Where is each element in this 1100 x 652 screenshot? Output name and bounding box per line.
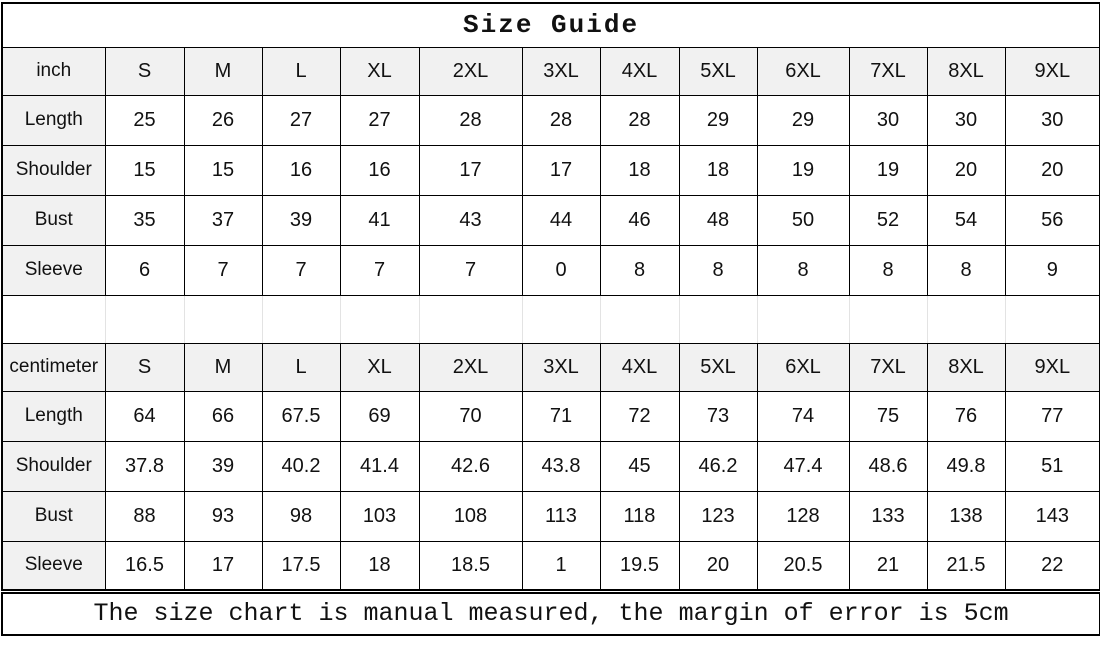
value-cell: 20 <box>927 145 1005 195</box>
value-cell: 37 <box>184 195 262 245</box>
cm-table-header-row <box>2 343 1100 391</box>
size-header-9xl: 9XL <box>1005 343 1100 391</box>
value-cell: 21.5 <box>927 541 1005 591</box>
value-cell: 72 <box>600 391 679 441</box>
row-label: Sleeve <box>2 541 105 591</box>
inch-table-row-bust <box>2 195 1100 245</box>
value-cell: 28 <box>522 95 600 145</box>
spacer-cell <box>1005 295 1100 343</box>
size-header-4xl: 4XL <box>600 47 679 95</box>
spacer-cell <box>184 295 262 343</box>
value-cell: 6 <box>105 245 184 295</box>
size-header-5xl: 5XL <box>679 47 757 95</box>
spacer-cell <box>2 295 105 343</box>
inch-table-row-sleeve <box>2 245 1100 295</box>
value-cell: 28 <box>419 95 522 145</box>
cm-table-row-bust <box>2 491 1100 541</box>
value-cell: 43 <box>419 195 522 245</box>
spacer-row <box>2 295 1100 343</box>
value-cell: 64 <box>105 391 184 441</box>
size-header-6xl: 6XL <box>757 47 849 95</box>
value-cell: 19 <box>849 145 927 195</box>
value-cell: 41.4 <box>340 441 419 491</box>
value-cell: 0 <box>522 245 600 295</box>
value-cell: 48.6 <box>849 441 927 491</box>
value-cell: 74 <box>757 391 849 441</box>
value-cell: 133 <box>849 491 927 541</box>
value-cell: 75 <box>849 391 927 441</box>
size-header-5xl: 5XL <box>679 343 757 391</box>
value-cell: 50 <box>757 195 849 245</box>
value-cell: 138 <box>927 491 1005 541</box>
row-label: Bust <box>2 195 105 245</box>
value-cell: 30 <box>1005 95 1100 145</box>
value-cell: 113 <box>522 491 600 541</box>
size-header-4xl: 4XL <box>600 343 679 391</box>
value-cell: 39 <box>184 441 262 491</box>
row-label: Length <box>2 95 105 145</box>
size-header-2xl: 2XL <box>419 343 522 391</box>
footer-row <box>2 591 1100 635</box>
spacer-cell <box>105 295 184 343</box>
value-cell: 76 <box>927 391 1005 441</box>
value-cell: 71 <box>522 391 600 441</box>
value-cell: 51 <box>1005 441 1100 491</box>
value-cell: 17.5 <box>262 541 340 591</box>
value-cell: 29 <box>757 95 849 145</box>
value-cell: 7 <box>419 245 522 295</box>
value-cell: 54 <box>927 195 1005 245</box>
value-cell: 123 <box>679 491 757 541</box>
spacer-cell <box>419 295 522 343</box>
value-cell: 21 <box>849 541 927 591</box>
value-cell: 8 <box>679 245 757 295</box>
value-cell: 18.5 <box>419 541 522 591</box>
value-cell: 7 <box>262 245 340 295</box>
size-header-9xl: 9XL <box>1005 47 1100 95</box>
value-cell: 16 <box>340 145 419 195</box>
value-cell: 16 <box>262 145 340 195</box>
value-cell: 19.5 <box>600 541 679 591</box>
value-cell: 16.5 <box>105 541 184 591</box>
size-header-l: L <box>262 343 340 391</box>
value-cell: 67.5 <box>262 391 340 441</box>
size-header-8xl: 8XL <box>927 47 1005 95</box>
value-cell: 15 <box>184 145 262 195</box>
value-cell: 27 <box>262 95 340 145</box>
inch-table-body <box>2 47 1100 295</box>
value-cell: 26 <box>184 95 262 145</box>
value-cell: 17 <box>184 541 262 591</box>
size-header-3xl: 3XL <box>522 343 600 391</box>
size-header-xl: XL <box>340 343 419 391</box>
size-header-7xl: 7XL <box>849 343 927 391</box>
centimeter-table-body <box>2 343 1100 591</box>
value-cell: 52 <box>849 195 927 245</box>
spacer-cell <box>262 295 340 343</box>
value-cell: 27 <box>340 95 419 145</box>
unit-label: inch <box>2 47 105 95</box>
size-header-s: S <box>105 47 184 95</box>
footer-note: The size chart is manual measured, the margin of error is 5cm <box>2 591 1100 635</box>
value-cell: 108 <box>419 491 522 541</box>
spacer-cell <box>927 295 1005 343</box>
size-header-7xl: 7XL <box>849 47 927 95</box>
value-cell: 18 <box>679 145 757 195</box>
value-cell: 20 <box>679 541 757 591</box>
value-cell: 44 <box>522 195 600 245</box>
value-cell: 18 <box>600 145 679 195</box>
value-cell: 103 <box>340 491 419 541</box>
value-cell: 7 <box>184 245 262 295</box>
size-guide-table <box>1 2 1100 636</box>
value-cell: 8 <box>849 245 927 295</box>
value-cell: 20.5 <box>757 541 849 591</box>
value-cell: 22 <box>1005 541 1100 591</box>
value-cell: 43.8 <box>522 441 600 491</box>
value-cell: 37.8 <box>105 441 184 491</box>
row-label: Shoulder <box>2 441 105 491</box>
page-title: Size Guide <box>2 3 1100 47</box>
value-cell: 9 <box>1005 245 1100 295</box>
unit-label: centimeter <box>2 343 105 391</box>
value-cell: 118 <box>600 491 679 541</box>
value-cell: 29 <box>679 95 757 145</box>
value-cell: 19 <box>757 145 849 195</box>
value-cell: 8 <box>757 245 849 295</box>
cm-table-row-shoulder <box>2 441 1100 491</box>
value-cell: 128 <box>757 491 849 541</box>
value-cell: 77 <box>1005 391 1100 441</box>
row-label: Shoulder <box>2 145 105 195</box>
row-label: Sleeve <box>2 245 105 295</box>
size-header-2xl: 2XL <box>419 47 522 95</box>
row-label: Length <box>2 391 105 441</box>
value-cell: 8 <box>600 245 679 295</box>
value-cell: 48 <box>679 195 757 245</box>
spacer-cell <box>679 295 757 343</box>
spacer-cell <box>757 295 849 343</box>
title-row <box>2 3 1100 47</box>
value-cell: 42.6 <box>419 441 522 491</box>
value-cell: 88 <box>105 491 184 541</box>
value-cell: 39 <box>262 195 340 245</box>
size-header-s: S <box>105 343 184 391</box>
size-header-xl: XL <box>340 47 419 95</box>
value-cell: 35 <box>105 195 184 245</box>
inch-table-row-shoulder <box>2 145 1100 195</box>
size-header-m: M <box>184 47 262 95</box>
value-cell: 28 <box>600 95 679 145</box>
spacer-cell <box>340 295 419 343</box>
value-cell: 7 <box>340 245 419 295</box>
size-header-l: L <box>262 47 340 95</box>
size-header-6xl: 6XL <box>757 343 849 391</box>
cm-table-row-sleeve <box>2 541 1100 591</box>
value-cell: 1 <box>522 541 600 591</box>
value-cell: 98 <box>262 491 340 541</box>
spacer-cell <box>522 295 600 343</box>
value-cell: 17 <box>522 145 600 195</box>
value-cell: 40.2 <box>262 441 340 491</box>
value-cell: 8 <box>927 245 1005 295</box>
value-cell: 46.2 <box>679 441 757 491</box>
value-cell: 30 <box>927 95 1005 145</box>
cm-table-row-length <box>2 391 1100 441</box>
value-cell: 70 <box>419 391 522 441</box>
value-cell: 49.8 <box>927 441 1005 491</box>
value-cell: 45 <box>600 441 679 491</box>
value-cell: 25 <box>105 95 184 145</box>
value-cell: 41 <box>340 195 419 245</box>
value-cell: 15 <box>105 145 184 195</box>
spacer-cell <box>600 295 679 343</box>
value-cell: 47.4 <box>757 441 849 491</box>
inch-table-row-length <box>2 95 1100 145</box>
value-cell: 66 <box>184 391 262 441</box>
size-header-3xl: 3XL <box>522 47 600 95</box>
row-label: Bust <box>2 491 105 541</box>
value-cell: 69 <box>340 391 419 441</box>
value-cell: 17 <box>419 145 522 195</box>
size-header-8xl: 8XL <box>927 343 1005 391</box>
value-cell: 93 <box>184 491 262 541</box>
value-cell: 56 <box>1005 195 1100 245</box>
value-cell: 143 <box>1005 491 1100 541</box>
value-cell: 30 <box>849 95 927 145</box>
value-cell: 73 <box>679 391 757 441</box>
value-cell: 46 <box>600 195 679 245</box>
inch-table-header-row <box>2 47 1100 95</box>
value-cell: 20 <box>1005 145 1100 195</box>
size-header-m: M <box>184 343 262 391</box>
value-cell: 18 <box>340 541 419 591</box>
spacer-cell <box>849 295 927 343</box>
